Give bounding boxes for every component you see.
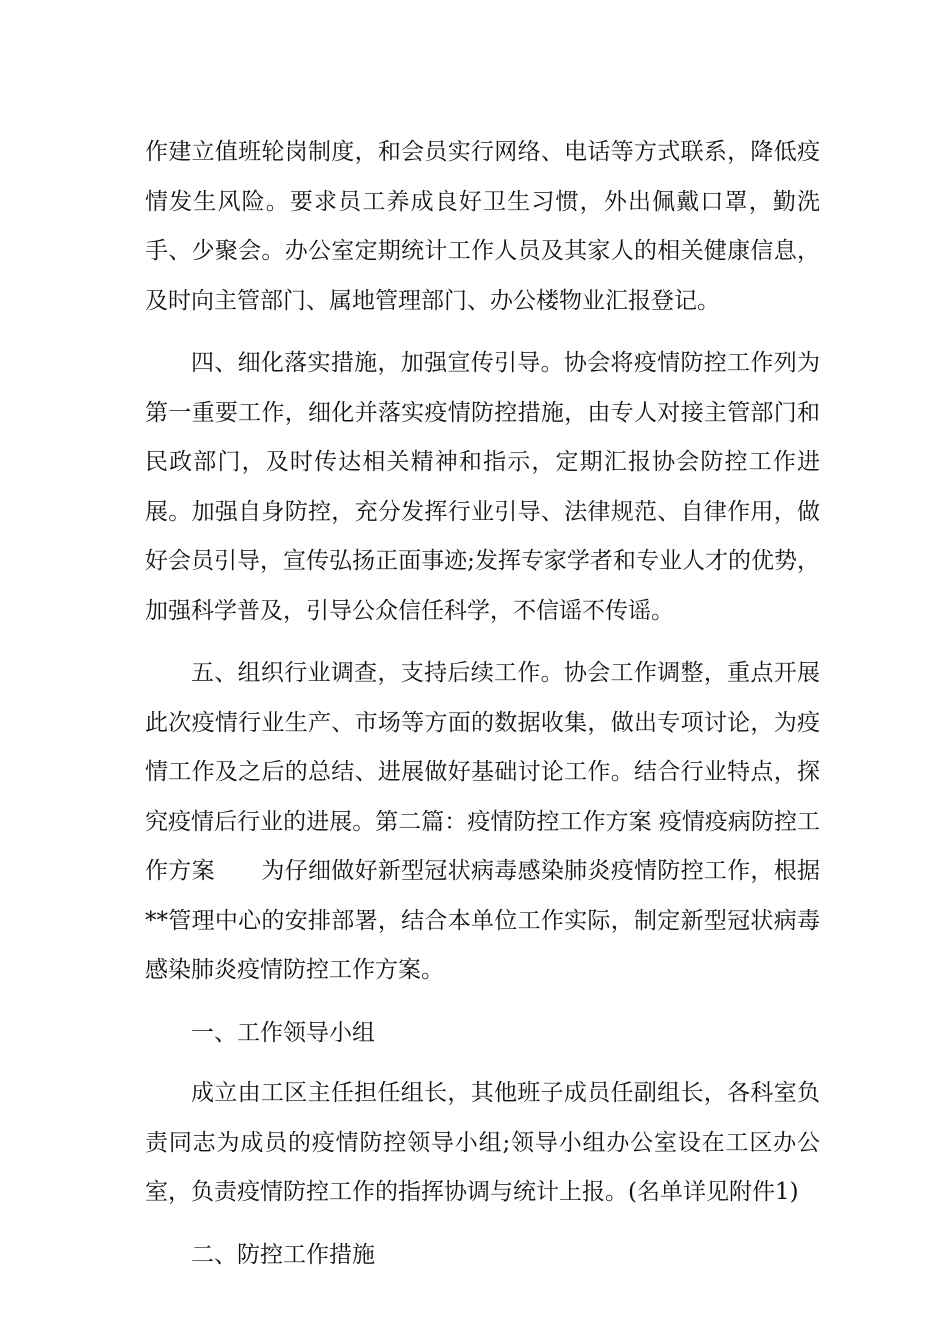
paragraph-leadership-group: 成立由工区主任担任组长，其他班子成员任副组长，各科室负责同志为成员的疫情防控领导小组;领导小组办公室设在工区办公室，负责疫情防控工作的指挥协调与统计上报。(名单详见附件1): [145, 1080, 820, 1205]
paragraph-duty-system: 作建立值班轮岗制度，和会员实行网络、电话等方式联系，降低疫情发生风险。要求员工养成良好卫生习惯，外出佩戴口罩，勤洗手、少聚会。办公室定期统计工作人员及其家人的相关健康信息，及时向主管部门、属地管理部门、办公楼物业汇报登记。: [145, 139, 820, 314]
heading-prevention-measures: 二、防控工作措施: [191, 1241, 375, 1268]
heading-work-leadership-group: 一、工作领导小组: [191, 1019, 375, 1046]
paragraph-section-four: 四、细化落实措施，加强宣传引导。协会将疫情防控工作列为第一重要工作，细化并落实疫情防控措施，由专人对接主管部门和民政部门，及时传达相关精神和指示，定期汇报协会防控工作进展。加强自身防控，充分发挥行业引导、法律规范、自律作用，做好会员引导，宣传弘扬正面事迹;发挥专家学者和专业人才的优势，加强科学普及，引导公众信任科学，不信谣不传谣。: [145, 350, 820, 624]
document-body: [145, 128, 820, 1280]
paragraph-section-five: 五、组织行业调查，支持后续工作。协会工作调整，重点开展此次疫情行业生产、市场等方面的数据收集，做出专项讨论，为疫情工作及之后的总结、进展做好基础讨论工作。结合行业特点，探究疫情后行业的进展。第二篇：疫情防控工作方案 疫情疫病防控工作方案 为仔细做好新型冠状病毒感染肺炎疫情防控工作，根据**管理中心的安排部署，结合本单位工作实际，制定新型冠状病毒感染肺炎疫情防控工作方案。: [145, 660, 820, 983]
